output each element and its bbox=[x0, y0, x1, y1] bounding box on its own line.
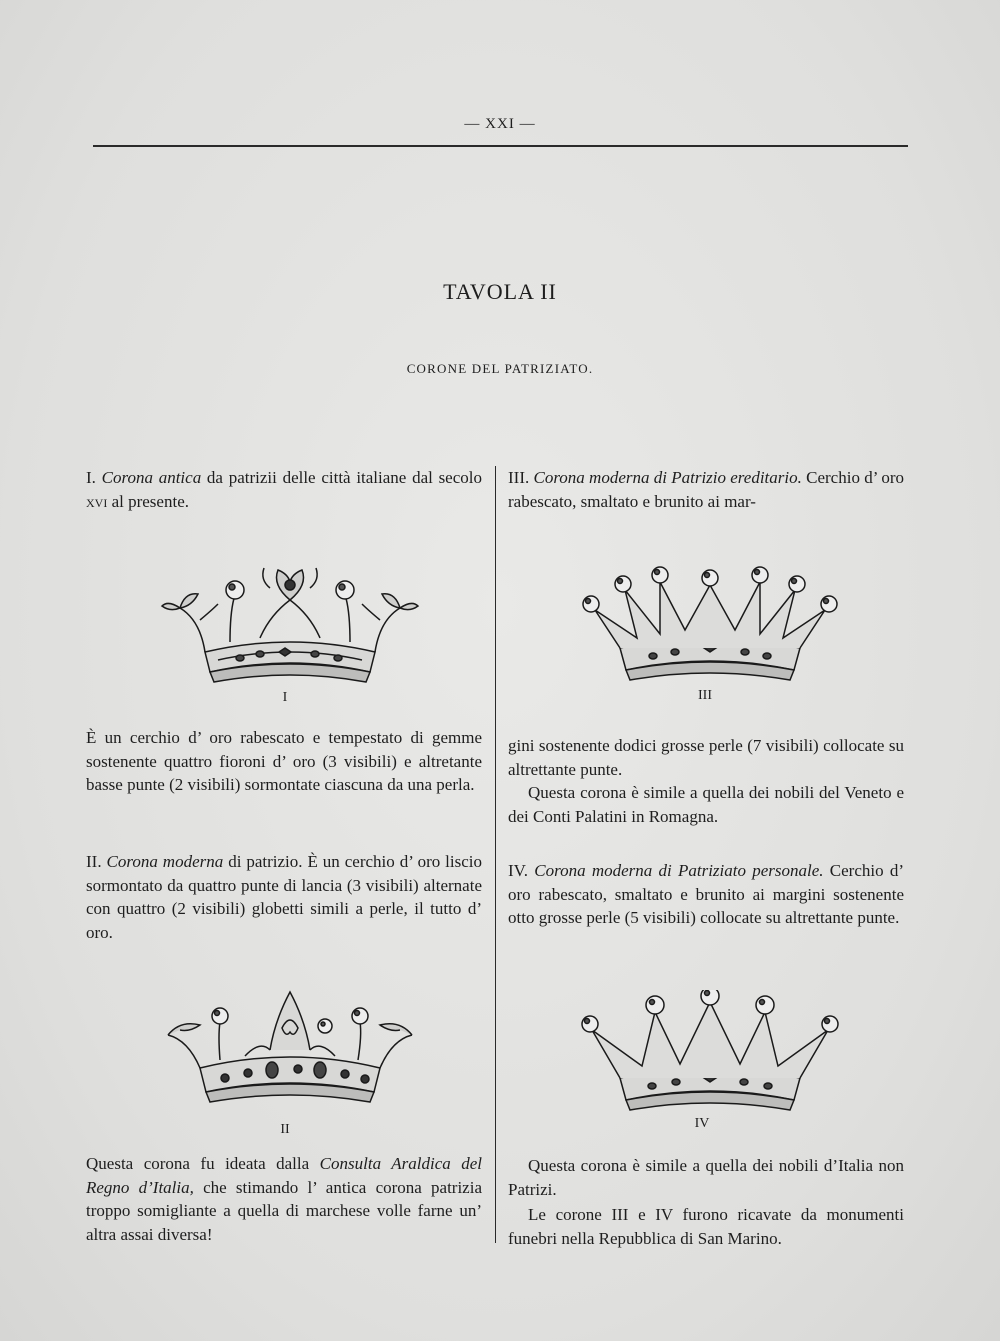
item-number: IV. bbox=[508, 861, 528, 880]
text: Questa corona fu ideata dalla bbox=[86, 1154, 320, 1173]
paragraph-crown-1-title bbox=[86, 466, 482, 513]
institution-name: Consulta Araldica del Regno d’Italia, bbox=[86, 1154, 482, 1197]
paragraph-crown-1-description: È un cerchio d’ oro rabescato e tempestato di gemme sostenente quattro fioroni d’ oro (3 visibili) e altretante basse punte (2 visibili) sormontate ciascuna da una perla. bbox=[86, 728, 482, 794]
text: da patrizii delle città italiane dal secolo bbox=[201, 468, 482, 487]
paragraph-crown-4-title bbox=[508, 859, 904, 930]
paragraph-crown-2-title bbox=[86, 850, 482, 944]
page-number: — XXI — bbox=[464, 116, 536, 132]
crown-2-illustration bbox=[160, 980, 420, 1110]
crown-4-illustration bbox=[580, 990, 840, 1120]
paragraph-crown-3-title bbox=[508, 466, 904, 513]
header-rule bbox=[93, 145, 908, 147]
text: che stimando l’ antica corona patrizia troppo somigliante a quella di marchese volle farne un’ altra assai diversa! bbox=[86, 1177, 482, 1244]
crown-3-label: III bbox=[698, 688, 712, 703]
column-divider bbox=[495, 466, 496, 1243]
paragraph-crown-4-note: Questa corona è simile a quella dei nobili d’Italia non Patrizi. bbox=[508, 1156, 904, 1199]
crown-name: Corona moderna bbox=[106, 852, 224, 871]
plate-subtitle: CORONE DEL PATRIZIATO. bbox=[406, 361, 594, 376]
item-number: III. bbox=[508, 468, 530, 487]
crown-3-illustration bbox=[575, 560, 845, 690]
item-number: II. bbox=[86, 852, 102, 871]
crown-2-label: II bbox=[280, 1122, 290, 1137]
paragraph-origin-note: Le corone III e IV furono ricavate da monumenti funebri nella Repubblica di San Marino. bbox=[508, 1205, 904, 1248]
crown-name: Corona moderna di Patriziato personale. bbox=[534, 861, 824, 880]
crown-4-label: IV bbox=[694, 1116, 710, 1131]
crown-1-label: I bbox=[282, 690, 288, 705]
plate-title: TAVOLA II bbox=[443, 279, 557, 304]
paragraph-crown-2-note bbox=[86, 1152, 482, 1246]
text: Cerchio d’ oro rabescato, smaltato e brunito ai margini sostenente otto grosse perle (5 visibili) collocate su altrettante punte. bbox=[508, 861, 904, 927]
paragraph-crown-3-continued: gini sostenente dodici grosse perle (7 visibili) collocate su altrettante punte. bbox=[508, 736, 904, 779]
text: al presente. bbox=[107, 491, 189, 511]
text: di patrizio. È un cerchio d’ oro liscio sormontato da quattro punte di lancia (3 visibili) alternate con quattro (2 visibili) globetti simili a perle, il tutto d’ oro. bbox=[86, 852, 483, 942]
item-number: I. bbox=[86, 468, 96, 487]
crown-1-illustration bbox=[160, 560, 420, 690]
crown-name: Corona moderna di Patrizio ereditario. bbox=[533, 468, 802, 487]
paragraph-crown-3-note: Questa corona è simile a quella dei nobili del Veneto e dei Conti Palatini in Romagna. bbox=[508, 783, 904, 826]
century-numeral: xvi bbox=[86, 491, 108, 511]
text: Cerchio d’ oro rabescato, smaltato e brunito ai mar- bbox=[508, 468, 904, 511]
crown-name: Corona antica bbox=[101, 468, 202, 487]
